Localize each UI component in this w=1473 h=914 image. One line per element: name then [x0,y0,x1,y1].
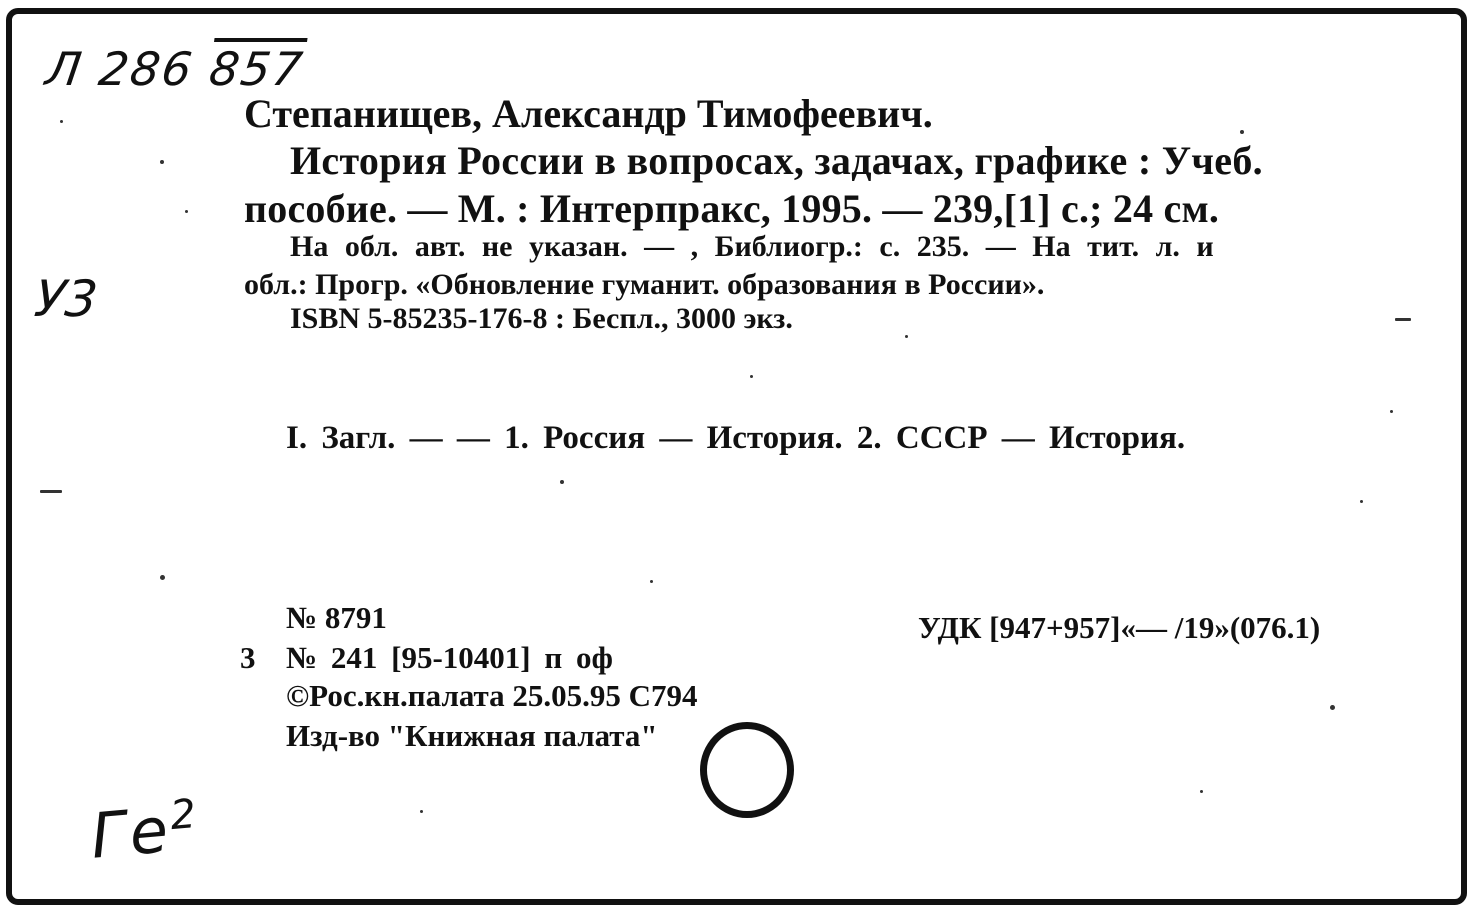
handwritten-location-mark: У3 [31,270,101,328]
udk-classification: УДК [947+957]«— /19»(076.1) [918,610,1321,645]
note-line-1: На обл. авт. не указан. — , Библиогр.: с. 235. — На тит. л. и [290,230,1214,263]
title-line-2: пособие. — М. : Интерпракс, 1995. — 239,[1] с.; 24 см. [244,186,1220,231]
handwritten-shelf-mark [88,790,204,872]
publisher-line: Изд-во "Книжная палата" [286,718,658,753]
shelf-mark-superscript: 2 [168,790,202,840]
subject-tracings: I. Загл. — — 1. Россия — История. 2. СССР — История. [286,420,1186,456]
author-heading: Степанищев, Александр Тимофеевич. [244,91,933,136]
copy-marker: 3 [240,640,256,675]
order-line: № 241 [95-10401] п оф [286,640,613,675]
title-line-1: История России в вопросах, задачах, графике : Учеб. [290,138,1263,183]
card-number: № 8791 [286,600,387,635]
isbn-line: ISBN 5-85235-176-8 : Беспл., 3000 экз. [290,302,793,335]
note-line-2: обл.: Прогр. «Обновление гуманит. образования в России». [244,268,1045,301]
shelf-mark-text: Ге [88,792,175,873]
stamp-circle [700,722,794,818]
copyright-line: ©Рос.кн.палата 25.05.95 С794 [286,678,698,713]
inventory-prefix: Л 286 [42,42,198,96]
inventory-number: 857 [206,38,308,96]
handwritten-inventory-number [42,42,307,96]
